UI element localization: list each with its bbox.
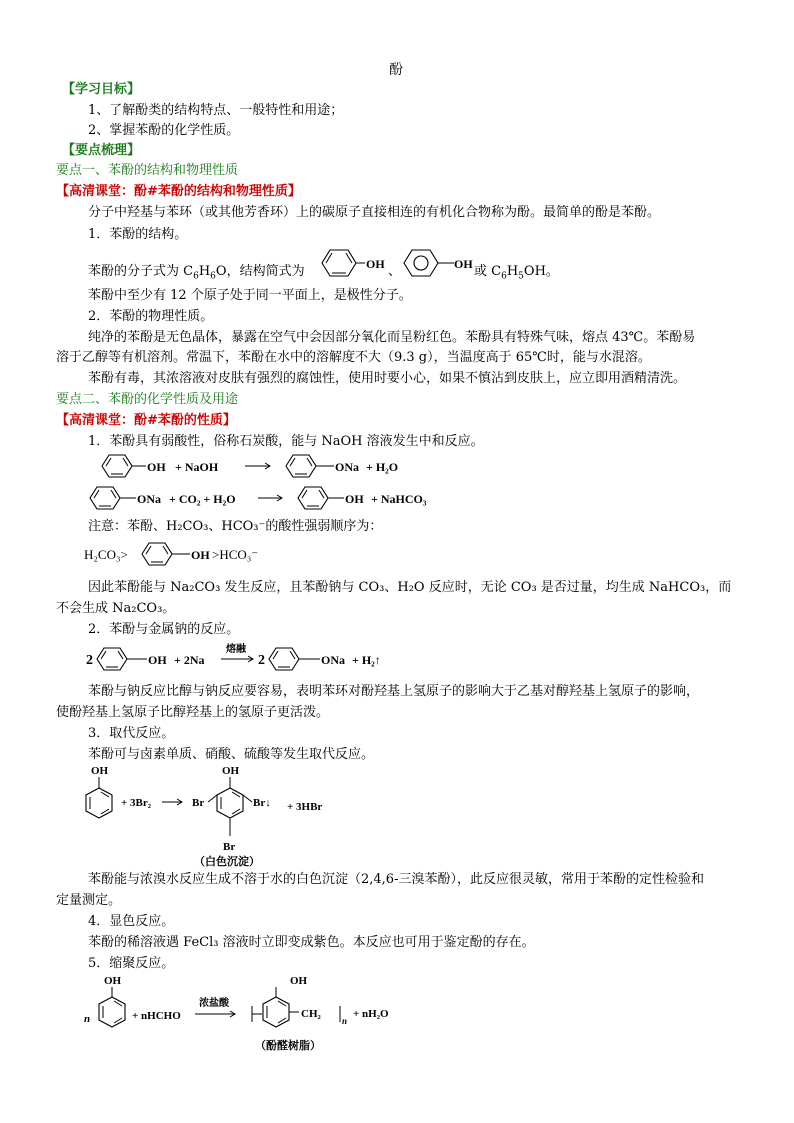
acid-right: >HCO₃⁻ (212, 547, 259, 562)
physical-heading: 2．苯酚的物理性质。 (88, 309, 214, 324)
br-product-oh: OH (222, 765, 240, 777)
eq1-ona: ONa (335, 460, 359, 474)
poly-n: n (84, 1013, 91, 1025)
bromine-line-2: 定量测定。 (56, 893, 122, 908)
poly-reagent: + nHCHO (132, 1010, 181, 1022)
formula-line (88, 264, 305, 285)
so-line-2: 不会生成 Na₂CO₃。 (56, 601, 176, 616)
physical-line-2: 溶于乙醇等有机溶剂。常温下，苯酚在水中的溶解度不大（9.3 g），当温度高于 65℃时，能与水混溶。 (56, 350, 651, 365)
br-bottom: Br (223, 841, 236, 853)
plane-text: 苯酚中至少有 12 个原子处于同一平面上，是极性分子。 (88, 288, 412, 303)
formula-sub-1: 6 (193, 271, 199, 282)
formula-text-1: 苯酚的分子式为 C (88, 264, 194, 279)
class-note-1: 【高清课堂：酚#苯酚的结构和物理性质】 (56, 184, 301, 199)
formula-text-2: H (198, 264, 211, 279)
equation-sodium (86, 640, 416, 674)
eq2-ona: ONa (137, 492, 161, 506)
oh-label-2: OH (454, 257, 473, 271)
formula-or: 或 C (474, 264, 502, 279)
poly-caption: （酚醛树脂） (255, 1040, 321, 1052)
br-right: Br↓ (253, 797, 271, 809)
br-left: Br (192, 797, 205, 809)
keypoint-2-heading: 要点二、苯酚的化学性质及用途 (56, 392, 239, 407)
page-title: 酚 (389, 62, 403, 78)
acid-oh: OH (191, 548, 210, 562)
definition-text: 分子中羟基与苯环（或其他芳香环）上的碳原子直接相连的有机化合物称为酚。最简单的酚是苯酚。 (88, 205, 661, 220)
poly-subscript: n (342, 1016, 348, 1026)
oh-label-1: OH (366, 257, 385, 271)
br-caption: （白色沉淀） (194, 856, 260, 868)
physical-line-1: 纯净的苯酚是无色晶体，暴露在空气中会因部分氧化而呈粉红色。苯酚具有特殊气味，熔点 43℃。苯酚易 (88, 330, 696, 345)
substitution-text: 苯酚可与卤素单质、硝酸、硫酸等发生取代反应。 (88, 747, 375, 762)
objective-2: 2、掌握苯酚的化学性质。 (88, 123, 240, 138)
br-reagent: + 3Br₂ (121, 797, 152, 809)
sodium-line-2: 使酚羟基上氢原子比醇羟基上的氢原子更活泼。 (56, 705, 330, 720)
structure-heading: 1．苯酚的结构。 (88, 227, 188, 242)
equation-naoh (98, 452, 428, 482)
na-oh: OH (148, 653, 167, 667)
objectives-heading: 【学习目标】 (62, 82, 141, 97)
br-end: + 3HBr (287, 801, 323, 813)
formula-text-3: O，结构简式为 (215, 264, 305, 279)
eq2-nahco3: + NaHCO₃ (371, 492, 427, 506)
polymer-heading: 5．缩聚反应。 (88, 956, 175, 971)
keypoint-1-heading: 要点一、苯酚的结构和物理性质 (56, 163, 239, 178)
poly-phenol-oh: OH (104, 975, 122, 987)
formula-separator: 、 (388, 264, 402, 279)
poly-product-oh: OH (290, 975, 308, 987)
poly-end: + nH₂O (353, 1008, 389, 1020)
formula-tail (474, 264, 559, 285)
sodium-line-1: 苯酚与钠反应比醇与钠反应要容易，表明苯环对酚羟基上氢原子的影响大于乙基对醇羟基上氢原子的影响， (88, 684, 700, 699)
physical-line-3: 苯酚有毒，其浓溶液对皮肤有强烈的腐蚀性，使用时要小心，如果不慎沾到皮肤上，应立即用酒精清洗。 (88, 371, 687, 386)
substitution-heading: 3．取代反应。 (88, 726, 175, 741)
eq1-naoh: + NaOH (175, 460, 219, 474)
fecl3-text: 苯酚的稀溶液遇 FeCl₃ 溶液时立即变成紫色。本反应也可用于鉴定酚的存在。 (88, 935, 535, 950)
keypoints-heading: 【要点梳理】 (62, 143, 141, 158)
acid-heading: 1．苯酚具有弱酸性，俗称石炭酸，能与 NaOH 溶液发生中和反应。 (88, 434, 484, 449)
sodium-heading: 2．苯酚与金属钠的反应。 (88, 622, 240, 637)
eq1-h2o: + H₂O (366, 460, 399, 474)
eq2-oh: OH (345, 492, 364, 506)
br-phenol-oh: OH (91, 765, 109, 777)
na-end: + H₂↑ (352, 653, 381, 667)
formula-h5: H (506, 264, 519, 279)
poly-condition: 浓盐酸 (199, 998, 229, 1009)
class-note-2: 【高清课堂：酚#苯酚的性质】 (56, 413, 236, 428)
na-ona: ONa (321, 653, 345, 667)
so-line-1: 因此苯酚能与 Na₂CO₃ 发生反应，且苯酚钠与 CO₃、H₂O 反应时，无论 CO₃ 是否过量，均生成 NaHCO₃，而 (88, 580, 732, 595)
formula-sub-3: 6 (501, 271, 507, 282)
equation-bromination (82, 764, 362, 868)
eq2-co2: + CO₂ + H₂O (169, 492, 236, 506)
objective-1: 1、了解酚类的结构特点、一般特性和用途； (88, 103, 344, 118)
equation-polycondensation (82, 972, 422, 1058)
equation-co2 (86, 484, 446, 514)
acid-order (84, 540, 304, 570)
poly-ch2: CH₂ (301, 1008, 321, 1020)
note-text: 注意：苯酚、H₂CO₃、HCO₃⁻的酸性强弱顺序为： (88, 519, 383, 534)
formula-sub-2: 6 (210, 271, 216, 282)
eq1-oh: OH (147, 460, 166, 474)
na-coef-2: 2 (258, 653, 265, 668)
acid-left: H₂CO₃> (84, 547, 128, 562)
formula-oh: OH。 (523, 264, 559, 279)
color-heading: 4．显色反应。 (88, 914, 175, 929)
na-coef: 2 (86, 653, 93, 668)
formula-sub-4: 5 (518, 271, 524, 282)
na-condition: 熔融 (226, 644, 246, 655)
na-mid: + 2Na (174, 653, 205, 667)
bromine-line-1: 苯酚能与浓溴水反应生成不溶于水的白色沉淀（2,4,6-三溴苯酚），此反应很灵敏，常用于苯酚的定性检验和 (88, 872, 704, 887)
